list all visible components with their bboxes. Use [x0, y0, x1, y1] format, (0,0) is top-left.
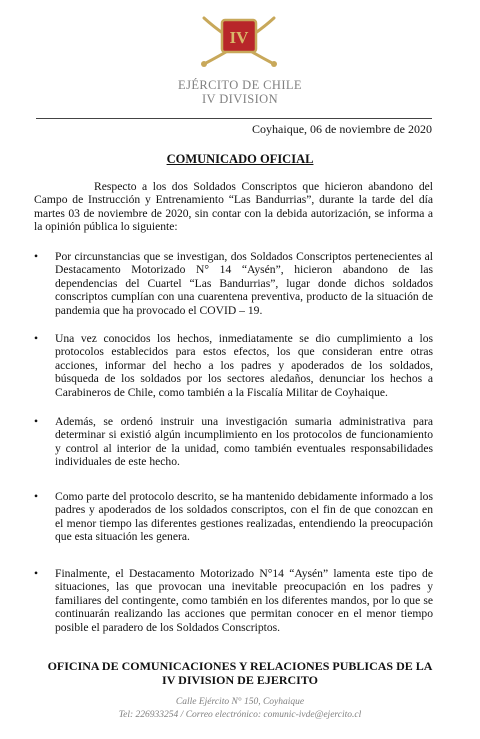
- office-signature: [0, 660, 480, 687]
- document-date: Coyhaique, 06 de noviembre de 2020: [252, 122, 432, 136]
- list-item-text: Como parte del protocolo descrito, se ha mantenido debidamente informado a los padres y apoderados de los soldados conscriptos, con el fin de que conozcan en el menor tiempo las diferentes gestiones realizadas, entendiendo la preocupación que esta situación les genera.: [55, 490, 433, 544]
- document-title: COMUNICADO OFICIAL: [166, 152, 314, 166]
- bullet-icon: •: [34, 332, 39, 345]
- header-divider: [36, 118, 432, 119]
- list-item-text: Por circunstancias que se investigan, dos Soldados Conscriptos pertenecientes al Destacamento Motorizado N° 14 “Aysén”, hicieron abandono de las dependencias del Cuartel “Las Bandurrias”, lugar donde dichos soldados conscriptos cumplían con una cuarentena preventiva, producto de la situación de pandemia que ha provocado el COVID – 19.: [55, 250, 433, 317]
- footer-contact: Tel: 226933254 / Correo electrónico: comunic-ivde@ejercito.cl: [118, 710, 362, 720]
- army-division-emblem: [198, 10, 280, 70]
- intro-paragraph: Respecto a los dos Soldados Conscriptos que hicieron abandono del Campo de Instrucción y Entrenamiento “Las Bandurrias”, durante la tarde del día martes 03 de noviembre de 2020, sin contar con la debida autorización, se informa a la opinión pública lo siguiente:: [34, 180, 433, 234]
- org-name: EJÉRCITO DE CHILE: [178, 78, 302, 92]
- division-name: IV DIVISION: [201, 92, 279, 106]
- bullet-icon: •: [34, 250, 39, 263]
- emblem-text: IV: [229, 28, 249, 47]
- footer-address: Calle Ejército N° 150, Coyhaique: [175, 697, 305, 707]
- list-item-text: Finalmente, el Destacamento Motorizado N°14 “Aysén” lamenta este tipo de situaciones, las que provocan una inevitable preocupación en los padres y familiares del contingente, como también en los diferentes mandos, por lo que se continuarán realizando las acciones que permitan conocer en el menor tiempo posible el paradero de los Soldados Conscriptos.: [55, 567, 433, 634]
- list-item-text: Además, se ordenó instruir una investigación sumaria administrativa para determinar si existió algún incumplimiento en los protocolos de funcionamiento y control al interior de la unidad, como también eventuales responsabilidades individuales de este hecho.: [55, 415, 433, 469]
- bullet-icon: •: [34, 567, 39, 580]
- office-line-2: IV DIVISION DE EJERCITO: [162, 672, 318, 687]
- bullet-icon: •: [34, 490, 39, 503]
- office-line-1: OFICINA DE COMUNICACIONES Y RELACIONES PUBLICAS DE LA: [47, 659, 433, 673]
- bullet-icon: •: [34, 415, 39, 428]
- list-item-text: Una vez conocidos los hechos, inmediatamente se dio cumplimiento a los protocolos establecidos para estos efectos, los que consideran entre otras acciones, informar del hecho a los padres y apoderados de los soldados, búsqueda de los soldados por los sectores aledaños, denunciar los hechos a Carabineros de Chile, como también a la Fiscalía Militar de Coyhaique.: [55, 332, 433, 399]
